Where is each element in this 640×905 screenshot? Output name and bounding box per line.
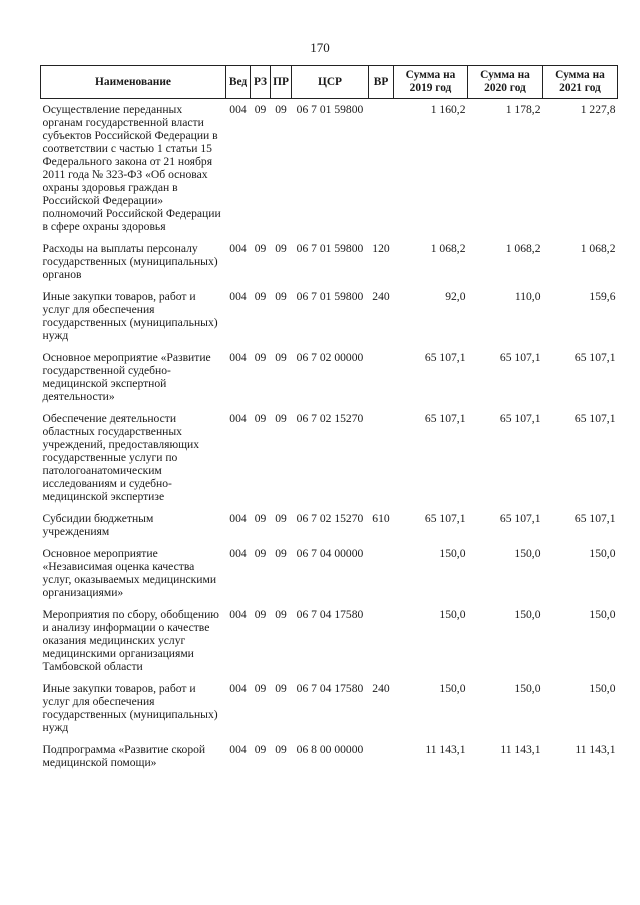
row-name: Обеспечение деятельности областных государственных учреждений, предоставляющих государственные услуги по патологоанатомическим исследованиям и судебно-медицинской экспертизе [42, 412, 200, 503]
row-sum-2020: 150,0 [514, 608, 541, 621]
table-row [41, 739, 618, 774]
row-pr: 09 [275, 512, 287, 525]
row-name: Основное мероприятие «Независимая оценка качества услуг, оказываемых медицинскими организациями» [42, 547, 217, 599]
row-ved: 004 [229, 290, 247, 303]
row-sum-2020: 110,0 [514, 290, 541, 303]
row-rz: 09 [254, 351, 267, 364]
row-sum-2021: 150,0 [589, 682, 616, 695]
row-ved: 004 [229, 547, 247, 560]
row-rz: 09 [254, 547, 267, 560]
header-rz: РЗ [251, 66, 271, 99]
row-name: Подпрограмма «Развитие скорой медицинской помощи» [42, 743, 206, 769]
row-sum-2019: 65 107,1 [424, 351, 466, 364]
row-ved: 004 [229, 103, 247, 116]
row-ved: 004 [229, 743, 247, 756]
table-row [41, 408, 618, 508]
row-sum-2021: 150,0 [589, 547, 616, 560]
table-row [41, 99, 618, 239]
table-row [41, 543, 618, 604]
row-sum-2019: 1 160,2 [430, 103, 466, 116]
row-name: Мероприятия по сбору, обобщению и анализу информации о качестве оказания медицинских услуг медицинскими организациями Тамбовской области [42, 608, 219, 673]
table-header-row [41, 66, 618, 99]
row-vr: 240 [372, 682, 390, 695]
row-rz: 09 [254, 743, 267, 756]
row-sum-2021: 1 068,2 [580, 242, 616, 255]
row-sum-2020: 1 068,2 [505, 242, 541, 255]
row-sum-2021: 159,6 [589, 290, 616, 303]
row-sum-2019: 92,0 [445, 290, 466, 303]
row-name: Субсидии бюджетным учреждениям [42, 512, 154, 538]
row-pr: 09 [275, 412, 287, 425]
row-pr: 09 [275, 608, 287, 621]
row-csr: 06 7 04 00000 [296, 547, 364, 560]
row-pr: 09 [275, 743, 287, 756]
row-sum-2021: 65 107,1 [574, 512, 616, 525]
row-sum-2021: 1 227,8 [580, 103, 616, 116]
table-row [41, 347, 618, 408]
row-pr: 09 [275, 242, 287, 255]
row-sum-2019: 150,0 [439, 608, 466, 621]
row-csr: 06 7 02 00000 [296, 351, 364, 364]
row-pr: 09 [275, 351, 287, 364]
row-vr: 610 [372, 512, 390, 525]
row-vr [369, 347, 394, 408]
row-name: Расходы на выплаты персоналу государственных (муниципальных) органов [42, 242, 218, 281]
row-sum-2019: 1 068,2 [430, 242, 466, 255]
row-sum-2019: 150,0 [439, 682, 466, 695]
row-ved: 004 [229, 512, 247, 525]
header-name: Наименование [41, 66, 226, 99]
header-vr: ВР [369, 66, 394, 99]
table-row [41, 604, 618, 678]
row-vr [369, 408, 394, 508]
row-vr: 240 [372, 290, 390, 303]
row-sum-2019: 65 107,1 [424, 412, 466, 425]
row-ved: 004 [229, 682, 247, 695]
row-ved: 004 [229, 351, 247, 364]
row-sum-2020: 150,0 [514, 547, 541, 560]
row-sum-2020: 65 107,1 [499, 512, 541, 525]
row-csr: 06 7 01 59800 [296, 103, 364, 116]
header-ved: Вед [226, 66, 251, 99]
row-name: Основное мероприятие «Развитие государственной судебно-медицинской экспертной деятельности» [42, 351, 211, 403]
row-sum-2021: 65 107,1 [574, 351, 616, 364]
row-name: Иные закупки товаров, работ и услуг для обеспечения государственных (муниципальных) нужд [42, 682, 218, 734]
row-vr [369, 604, 394, 678]
row-ved: 004 [229, 608, 247, 621]
table-row [41, 286, 618, 347]
row-csr: 06 7 01 59800 [296, 242, 364, 255]
header-sum-2020: Сумма на 2020 год [468, 66, 543, 99]
row-sum-2021: 150,0 [589, 608, 616, 621]
row-rz: 09 [254, 512, 267, 525]
row-pr: 09 [275, 682, 287, 695]
row-pr: 09 [275, 547, 287, 560]
row-sum-2019: 11 143,1 [425, 743, 466, 756]
row-vr: 120 [372, 242, 390, 255]
row-csr: 06 7 04 17580 [296, 608, 364, 621]
page-number: 170 [310, 40, 330, 55]
header-sum-2019: Сумма на 2019 год [394, 66, 468, 99]
row-vr [369, 99, 394, 239]
row-sum-2020: 1 178,2 [505, 103, 541, 116]
row-sum-2020: 150,0 [514, 682, 541, 695]
row-vr [369, 739, 394, 774]
row-name: Иные закупки товаров, работ и услуг для обеспечения государственных (муниципальных) нужд [42, 290, 218, 342]
row-csr: 06 7 04 17580 [296, 682, 364, 695]
row-rz: 09 [254, 242, 267, 255]
row-csr: 06 7 01 59800 [296, 290, 364, 303]
row-rz: 09 [254, 103, 267, 116]
row-ved: 004 [229, 242, 247, 255]
header-csr: ЦСР [292, 66, 369, 99]
row-sum-2019: 150,0 [439, 547, 466, 560]
table-row [41, 508, 618, 543]
row-rz: 09 [254, 290, 267, 303]
row-sum-2020: 65 107,1 [499, 351, 541, 364]
row-rz: 09 [254, 682, 267, 695]
row-sum-2019: 65 107,1 [424, 512, 466, 525]
row-name: Осуществление переданных органам государственной власти субъектов Российской Федерации в соответствии с частью 1 статьи 15 Федерального закона от 21 ноября 2011 года № 323-ФЗ «Об основах охраны здоровья граждан в Российской Федерации» полномочий Российской Федерации в сфере охраны здоровья [42, 103, 221, 233]
header-pr: ПР [271, 66, 292, 99]
row-rz: 09 [254, 608, 267, 621]
table-row [41, 678, 618, 739]
row-pr: 09 [275, 290, 287, 303]
row-csr: 06 8 00 00000 [296, 743, 364, 756]
table-row [41, 238, 618, 286]
row-sum-2021: 11 143,1 [575, 743, 616, 756]
row-pr: 09 [275, 103, 287, 116]
row-vr [369, 543, 394, 604]
row-sum-2020: 11 143,1 [500, 743, 541, 756]
row-sum-2020: 65 107,1 [499, 412, 541, 425]
row-rz: 09 [254, 412, 267, 425]
budget-table [40, 65, 618, 774]
row-ved: 004 [229, 412, 247, 425]
row-csr: 06 7 02 15270 [296, 512, 364, 525]
header-sum-2021: Сумма на 2021 год [543, 66, 618, 99]
row-csr: 06 7 02 15270 [296, 412, 364, 425]
row-sum-2021: 65 107,1 [574, 412, 616, 425]
